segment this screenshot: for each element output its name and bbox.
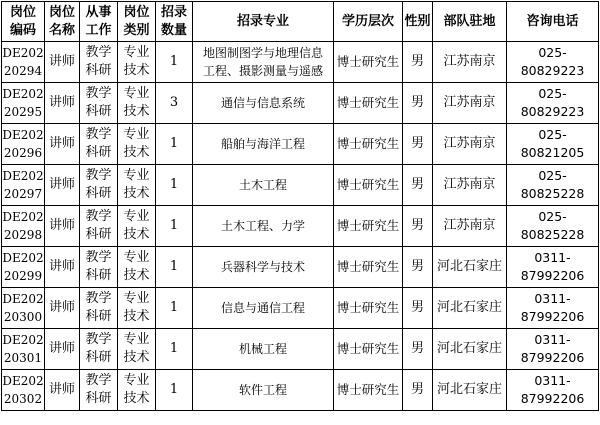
cell-category-line: 技术 [123,268,150,283]
cell-gender: 男 [403,329,433,370]
cell-work [80,124,118,165]
cell-work-line: 科研 [85,227,112,242]
cell-category [118,329,156,370]
table-row [2,329,599,370]
cell-code-line: 20301 [3,351,43,365]
cell-code-line: DE202 [2,292,44,306]
cell-location: 江苏南京 [433,165,507,206]
header-location: 部队驻地 [433,2,507,42]
cell-code-line: 20299 [3,269,43,283]
cell-category-line: 技术 [123,227,150,242]
recruitment-table [1,1,599,411]
cell-category [118,288,156,329]
header-gender: 性别 [403,2,433,42]
cell-code-line: DE202 [2,251,44,265]
cell-edu: 博士研究生 [334,165,403,206]
header-edu: 学历层次 [334,2,403,42]
cell-code-line: DE202 [2,210,44,224]
cell-code-line: 20297 [3,187,43,201]
cell-gender: 男 [403,370,433,411]
cell-code [2,329,45,370]
cell-work-line: 教学 [85,373,112,388]
cell-phone: 0311-87992206 [507,329,599,370]
cell-category-line: 专业 [123,250,150,265]
cell-work [80,42,118,83]
cell-code-line: DE202 [2,333,44,347]
cell-code [2,370,45,411]
cell-code-line: 20300 [3,310,43,324]
cell-category [118,247,156,288]
cell-category-line: 专业 [123,291,150,306]
cell-code-line: 20298 [3,228,43,242]
cell-code [2,247,45,288]
cell-edu: 博士研究生 [334,329,403,370]
cell-location: 江苏南京 [433,83,507,124]
cell-category-line: 技术 [123,145,150,160]
cell-name: 讲师 [45,288,80,329]
cell-location: 江苏南京 [433,42,507,83]
cell-code [2,206,45,247]
cell-code-line: 20296 [3,146,43,160]
cell-work-line: 科研 [85,268,112,283]
cell-category [118,165,156,206]
cell-edu: 博士研究生 [334,288,403,329]
cell-location: 河北石家庄 [433,370,507,411]
table-row [2,206,599,247]
cell-work [80,165,118,206]
cell-code-line: DE202 [2,374,44,388]
cell-work-line: 科研 [85,63,112,78]
cell-work-line: 科研 [85,104,112,119]
cell-name: 讲师 [45,165,80,206]
cell-major-line: 土木工程、力学 [220,219,305,233]
cell-location: 江苏南京 [433,124,507,165]
cell-gender: 男 [403,206,433,247]
cell-major-line: 兵器科学与技术 [220,260,305,274]
cell-name: 讲师 [45,247,80,288]
cell-work [80,329,118,370]
cell-work-line: 科研 [85,309,112,324]
cell-edu: 博士研究生 [334,247,403,288]
cell-major [193,206,334,247]
cell-major [193,83,334,124]
cell-edu: 博士研究生 [334,206,403,247]
cell-edu: 博士研究生 [334,124,403,165]
cell-work [80,288,118,329]
cell-category-line: 专业 [123,127,150,142]
cell-gender: 男 [403,247,433,288]
cell-category-line: 专业 [123,209,150,224]
header-category: 岗位 类别 [118,2,156,42]
table-row [2,83,599,124]
cell-code-line: DE202 [2,46,44,60]
cell-work-line: 教学 [85,250,112,265]
cell-category-line: 技术 [123,104,150,119]
cell-work [80,370,118,411]
cell-phone: 025-80825228 [507,206,599,247]
cell-major-line: 通信与信息系统 [220,96,305,110]
cell-quota: 1 [156,165,193,206]
cell-major-line: 地图制图学与地理信息 [202,46,323,60]
cell-quota: 3 [156,83,193,124]
cell-gender: 男 [403,288,433,329]
cell-code-line: 20302 [3,392,43,406]
cell-name: 讲师 [45,329,80,370]
cell-code [2,165,45,206]
header-code: 岗位 编码 [2,2,45,42]
cell-location: 河北石家庄 [433,288,507,329]
cell-major [193,165,334,206]
table-row [2,165,599,206]
cell-name: 讲师 [45,370,80,411]
cell-work-line: 科研 [85,350,112,365]
cell-edu: 博士研究生 [334,370,403,411]
cell-quota: 1 [156,329,193,370]
cell-edu: 博士研究生 [334,83,403,124]
cell-phone: 025-80829223 [507,83,599,124]
table-row [2,124,599,165]
cell-major [193,370,334,411]
cell-major-line: 信息与通信工程 [220,301,305,315]
cell-location: 河北石家庄 [433,329,507,370]
cell-work [80,83,118,124]
cell-category [118,83,156,124]
cell-gender: 男 [403,124,433,165]
cell-phone: 025-80829223 [507,42,599,83]
header-major: 招录专业 [193,2,334,42]
cell-work [80,206,118,247]
cell-quota: 1 [156,370,193,411]
cell-category-line: 专业 [123,86,150,101]
cell-category-line: 技术 [123,350,150,365]
cell-major-line: 工程、摄影测量与遥感 [202,64,323,78]
cell-name: 讲师 [45,206,80,247]
table-row [2,247,599,288]
cell-category-line: 专业 [123,332,150,347]
cell-category-line: 技术 [123,186,150,201]
cell-work-line: 教学 [85,209,112,224]
cell-location: 江苏南京 [433,206,507,247]
cell-phone: 0311-87992206 [507,370,599,411]
header-row [2,2,599,42]
cell-major [193,42,334,83]
cell-work-line: 教学 [85,291,112,306]
cell-category-line: 技术 [123,391,150,406]
cell-category [118,370,156,411]
cell-location: 河北石家庄 [433,247,507,288]
cell-phone: 025-80821205 [507,124,599,165]
header-work: 从事 工作 [80,2,118,42]
header-quota: 招录 数量 [156,2,193,42]
cell-work-line: 科研 [85,391,112,406]
table-row [2,42,599,83]
cell-major [193,288,334,329]
cell-work-line: 教学 [85,332,112,347]
cell-major-line: 机械工程 [238,342,287,356]
cell-quota: 1 [156,124,193,165]
cell-code-line: DE202 [2,128,44,142]
cell-category-line: 专业 [123,373,150,388]
cell-quota: 1 [156,206,193,247]
cell-major-line: 软件工程 [238,383,287,397]
cell-quota: 1 [156,247,193,288]
cell-work-line: 教学 [85,86,112,101]
cell-work-line: 科研 [85,186,112,201]
cell-major-line: 土木工程 [238,178,287,192]
table-row [2,288,599,329]
cell-quota: 1 [156,42,193,83]
header-phone: 咨询电话 [507,2,599,42]
cell-code [2,288,45,329]
cell-work-line: 教学 [85,168,112,183]
cell-gender: 男 [403,83,433,124]
cell-work [80,247,118,288]
header-name: 岗位 名称 [45,2,80,42]
cell-category [118,206,156,247]
cell-name: 讲师 [45,83,80,124]
cell-work-line: 教学 [85,45,112,60]
cell-code [2,124,45,165]
cell-major [193,329,334,370]
cell-code-line: 20294 [3,64,43,78]
cell-category-line: 技术 [123,63,150,78]
cell-phone: 0311-87992206 [507,247,599,288]
cell-name: 讲师 [45,124,80,165]
cell-phone: 025-80825228 [507,165,599,206]
cell-code-line: DE202 [2,87,44,101]
cell-major-line: 船舶与海洋工程 [220,137,305,151]
cell-quota: 1 [156,288,193,329]
cell-code-line: DE202 [2,169,44,183]
cell-code [2,83,45,124]
table-body [2,42,599,411]
cell-code [2,42,45,83]
cell-code-line: 20295 [3,105,43,119]
cell-category [118,42,156,83]
cell-work-line: 科研 [85,145,112,160]
cell-category [118,124,156,165]
cell-major [193,247,334,288]
cell-category-line: 专业 [123,45,150,60]
cell-phone: 0311-87992206 [507,288,599,329]
cell-category-line: 技术 [123,309,150,324]
cell-name: 讲师 [45,42,80,83]
cell-work-line: 教学 [85,127,112,142]
cell-edu: 博士研究生 [334,42,403,83]
cell-major [193,124,334,165]
cell-category-line: 专业 [123,168,150,183]
table-row [2,370,599,411]
cell-gender: 男 [403,165,433,206]
cell-gender: 男 [403,42,433,83]
